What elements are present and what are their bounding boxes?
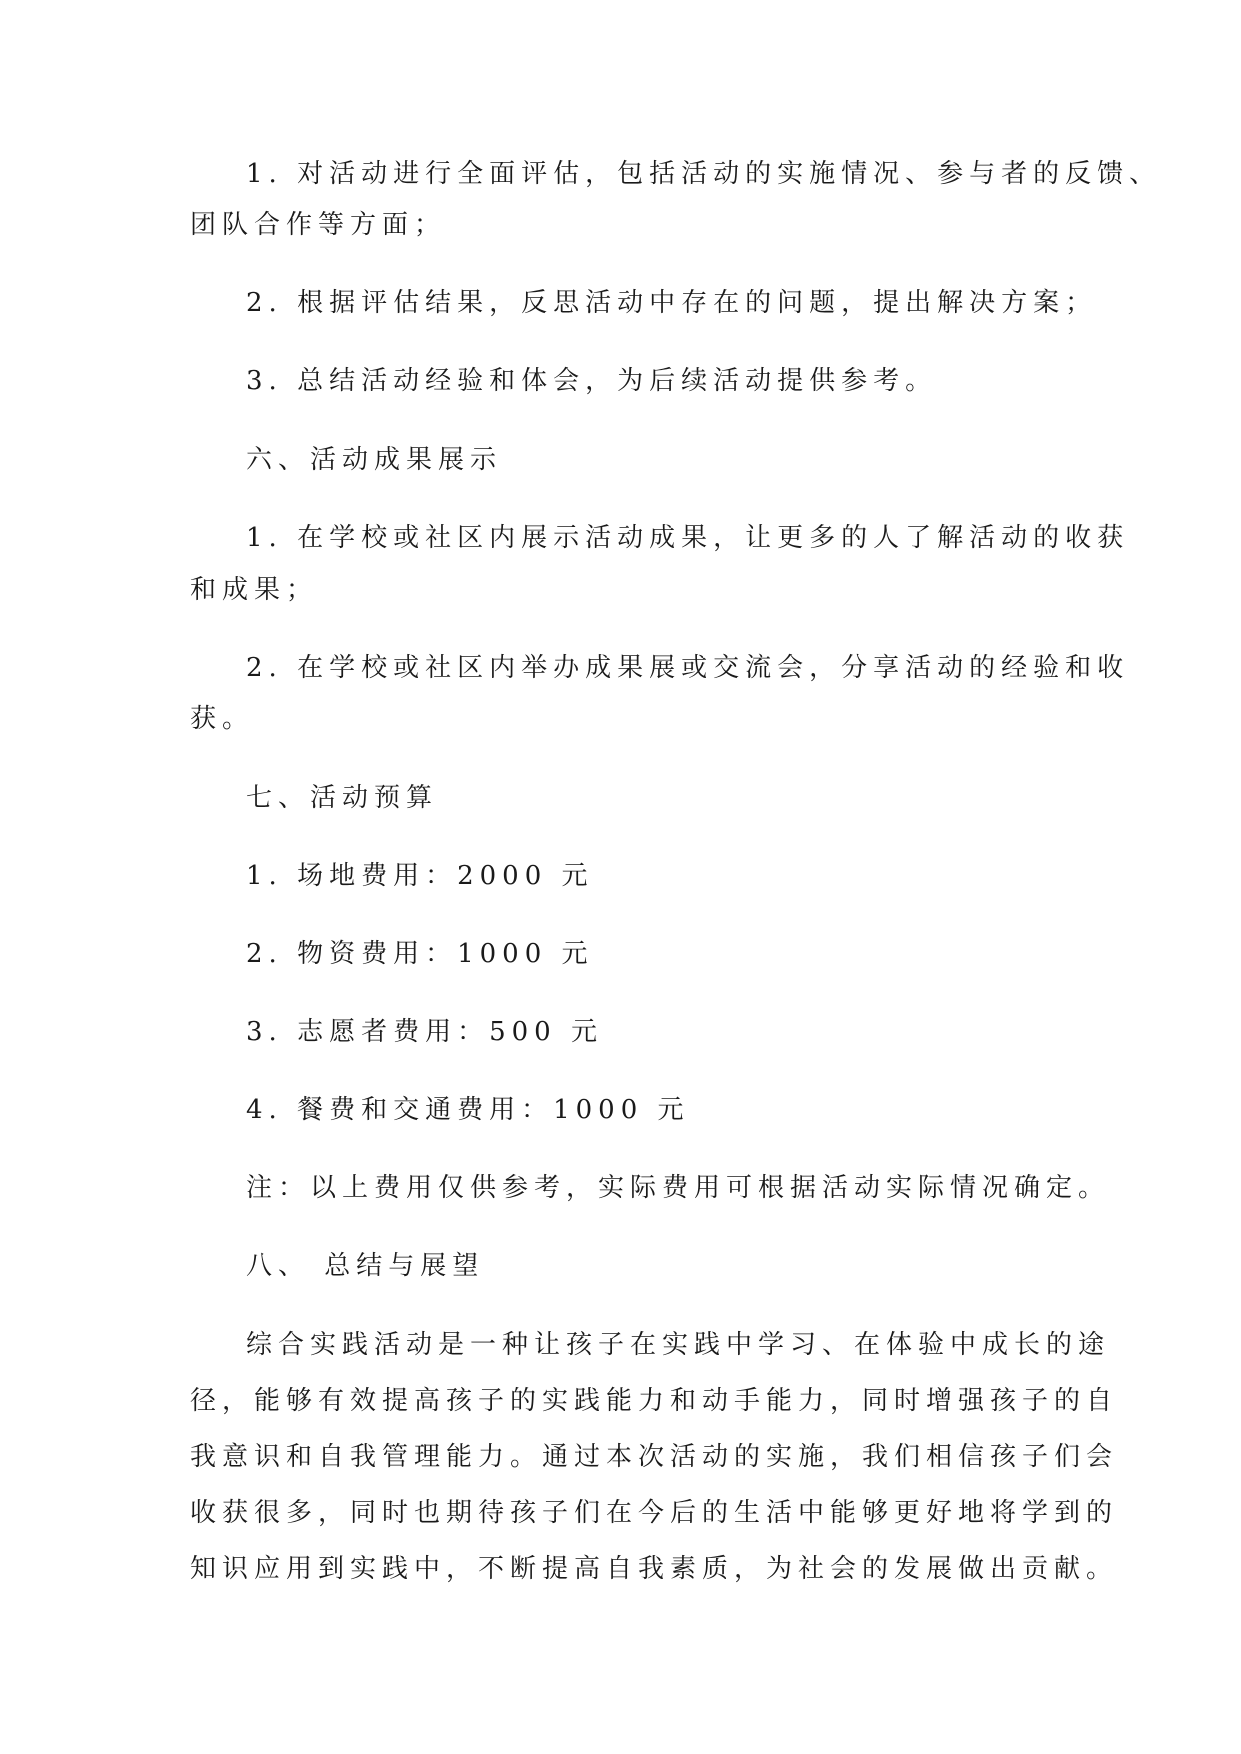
summary-paragraph-line-2: 径，能够有效提高孩子的实践能力和动手能力，同时增强孩子的自 [190, 1386, 1119, 1416]
evaluation-item-3: 3. 总结活动经验和体会，为后续活动提供参考。 [246, 366, 938, 396]
summary-paragraph-line-4: 收获很多，同时也期待孩子们在今后的生活中能够更好地将学到的 [190, 1498, 1119, 1528]
results-item-2-line-1: 2. 在学校或社区内举办成果展或交流会，分享活动的经验和收 [246, 653, 1130, 683]
budget-item-2: 2. 物资费用：1000 元 [246, 939, 594, 969]
results-item-1-line-1: 1. 在学校或社区内展示活动成果，让更多的人了解活动的收获 [246, 523, 1130, 553]
summary-paragraph-line-1: 综合实践活动是一种让孩子在实践中学习、在体验中成长的途 [246, 1330, 1111, 1360]
budget-item-1: 1. 场地费用：2000 元 [246, 861, 594, 891]
results-item-1-line-2: 和成果； [190, 575, 319, 605]
evaluation-item-2: 2. 根据评估结果，反思活动中存在的问题，提出解决方案； [246, 288, 1098, 318]
section-heading-results: 六、活动成果展示 [246, 445, 503, 475]
section-heading-budget: 七、活动预算 [246, 783, 439, 813]
summary-paragraph-line-5: 知识应用到实践中，不断提高自我素质，为社会的发展做出贡献。 [190, 1554, 1119, 1584]
summary-paragraph-line-3: 我意识和自我管理能力。通过本次活动的实施，我们相信孩子们会 [190, 1442, 1119, 1472]
evaluation-item-1-line-2: 团队合作等方面； [190, 210, 447, 240]
budget-note: 注：以上费用仅供参考，实际费用可根据活动实际情况确定。 [246, 1173, 1111, 1203]
evaluation-item-1-line-1: 1. 对活动进行全面评估，包括活动的实施情况、参与者的反馈、 [246, 159, 1162, 189]
budget-item-3: 3. 志愿者费用：500 元 [246, 1017, 603, 1047]
section-heading-summary: 八、 总结与展望 [246, 1251, 485, 1281]
budget-item-4: 4. 餐费和交通费用：1000 元 [246, 1095, 690, 1125]
results-item-2-line-2: 获。 [190, 704, 255, 734]
